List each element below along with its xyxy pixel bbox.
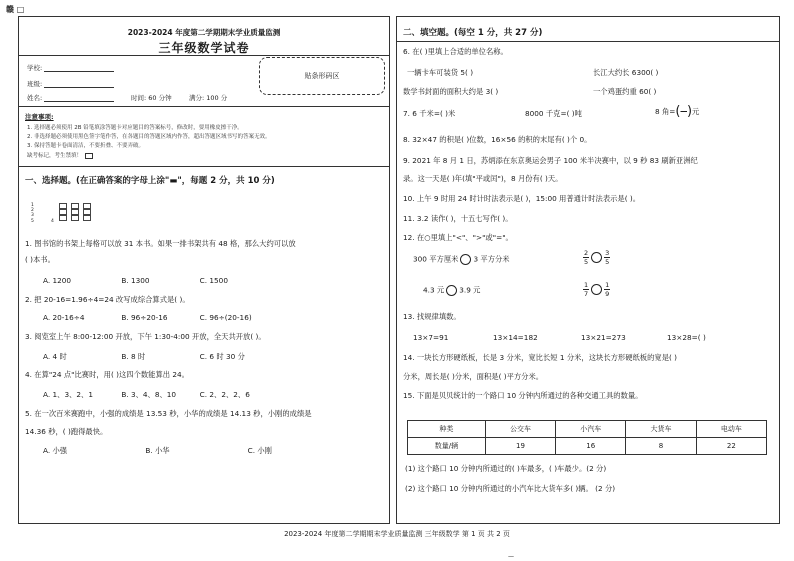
grid-number: 2 xyxy=(31,208,34,213)
school-field xyxy=(27,63,114,72)
question-1-options xyxy=(43,276,228,285)
divider xyxy=(19,55,389,56)
answer-sheet-left xyxy=(18,16,390,524)
option-a[interactable]: A. 小强 xyxy=(43,446,68,455)
table-header: 电动车 xyxy=(696,421,766,438)
fraction-blank[interactable]: (⎯) xyxy=(675,104,693,119)
question-1: 1. 图书馆的书架上每格可以放 31 本书。如果一排书架共有 48 格，那么大约可以放 xyxy=(25,239,296,248)
notes-title: 注意事项: xyxy=(25,113,54,121)
note-line: 1. 选择题必须使用 2B 铅笔填涂答题卡对应题目的答案标号，修改时，要用橡皮擦干净。 xyxy=(27,125,243,131)
answer-bubble[interactable] xyxy=(71,215,79,221)
option-a[interactable]: A. 4 时 xyxy=(43,352,67,361)
question-14: 14. 一块长方形硬纸板，长是 3 分米，宽比长短 1 分米，这块长方形硬纸板的宽是( ) xyxy=(403,353,677,362)
compare-circle[interactable] xyxy=(460,254,471,265)
pattern-item: 13×7=91 xyxy=(413,333,449,342)
option-a[interactable]: A. 1、3、2、1 xyxy=(43,390,93,399)
compare-right: 3.9 元 xyxy=(459,285,481,295)
denominator: 7 xyxy=(584,290,589,298)
school-label: 学校: xyxy=(27,64,43,72)
time-label: 时间: 60 分钟 xyxy=(131,94,172,102)
class-blank[interactable] xyxy=(44,79,114,88)
answer-bubble[interactable] xyxy=(83,215,91,221)
answer-bubble[interactable] xyxy=(59,215,67,221)
denominator: 9 xyxy=(605,290,610,298)
school-blank[interactable] xyxy=(44,63,114,72)
absent-mark-label: 缺考标记，考生禁填！ xyxy=(27,153,83,159)
exam-title: 三年级数学试卷 xyxy=(158,41,250,55)
question-6: 6. 在( )里填上合适的单位名称。 xyxy=(403,47,508,56)
divider xyxy=(19,106,389,107)
table-cell: 22 xyxy=(696,438,766,455)
divider xyxy=(19,166,389,167)
table-header: 公交车 xyxy=(485,421,555,438)
option-c[interactable]: C. 96÷(20-16) xyxy=(199,313,252,322)
table-header: 种类 xyxy=(408,421,486,438)
denominator: 5 xyxy=(584,258,589,266)
option-b[interactable]: B. 96÷20-16 xyxy=(121,313,168,322)
option-c[interactable]: C. 6 时 30 分 xyxy=(199,352,245,361)
question-12a xyxy=(413,254,510,265)
question-15: 15. 下面是贝贝统计的一个路口 10 分钟内所通过的各种交通工具的数量。 xyxy=(403,391,643,400)
grid-number: 4 xyxy=(51,219,54,224)
table-cell: 19 xyxy=(485,438,555,455)
compare-left: 300 平方厘米 xyxy=(413,254,459,264)
page-tag: 赣 □ xyxy=(6,5,25,14)
question-4-options xyxy=(43,390,250,400)
absent-checkbox[interactable] xyxy=(85,153,93,159)
question-4: 4. 在算"24 点"比赛时，用( )这四个数能算出 24。 xyxy=(25,370,189,379)
table-cell: 8 xyxy=(626,438,696,455)
table-header-row xyxy=(408,421,767,438)
option-b[interactable]: B. 3、4、8、10 xyxy=(121,390,177,399)
grid-number: 1 xyxy=(31,203,34,208)
compare-circle[interactable] xyxy=(446,285,457,296)
question-2: 2. 把 20-16=1.96÷4=24 改写成综合算式是( )。 xyxy=(25,295,190,304)
question-6b: 长江大约长 6300( ) xyxy=(593,68,659,77)
question-12: 12. 在○里填上"<"、">"或"="。 xyxy=(403,233,513,242)
score-label: 满分: 100 分 xyxy=(189,94,228,102)
fraction xyxy=(583,281,589,298)
question-12d xyxy=(583,281,610,298)
pattern-item: 13×14=182 xyxy=(493,333,538,342)
question-6a: 一辆卡车可装货 5( ) xyxy=(407,68,474,77)
table-header: 大货车 xyxy=(626,421,696,438)
question-3: 3. 阅览室上午 8:00-12:00 开放，下午 1:30-4:00 开放，全天共开放( )。 xyxy=(25,332,266,341)
exam-subtitle: 2023-2024 年度第二学期期末学业质量监测 xyxy=(127,28,281,37)
numerator: 2 xyxy=(584,249,589,257)
barcode-label: 贴条形码区 xyxy=(304,72,340,80)
table-cell: 数量/辆 xyxy=(408,438,486,455)
question-15-2: (2) 这个路口 10 分钟内所通过的小汽车比大货车多( )辆。 (2 分) xyxy=(405,484,616,493)
grid-number: 3 xyxy=(31,213,34,218)
fraction xyxy=(604,281,610,298)
option-b[interactable]: B. 小华 xyxy=(145,446,170,455)
question-13: 13. 找规律填数。 xyxy=(403,312,461,321)
bubble-grid xyxy=(31,203,93,225)
numerator: 3 xyxy=(605,249,610,257)
question-2-options xyxy=(43,313,252,322)
table-row xyxy=(408,438,767,455)
question-12c xyxy=(423,285,480,296)
question-7c-unit: 元 xyxy=(692,107,700,116)
barcode-area xyxy=(259,57,385,95)
question-15-1: (1) 这个路口 10 分钟内所通过的( )车最多，( )车最少。(2 分) xyxy=(405,464,607,473)
question-7c-label: 8 角= xyxy=(655,107,676,116)
compare-right: 3 平方分米 xyxy=(473,254,510,264)
footer-mark: — xyxy=(508,553,514,560)
option-c[interactable]: C. 2、2、2、6 xyxy=(199,390,250,399)
question-9: 9. 2021 年 8 月 1 日，苏炳添在东京奥运会男子 100 米半决赛中，以 9 秒 83 刷新亚洲纪 xyxy=(403,156,698,165)
numerator: 1 xyxy=(584,281,589,289)
compare-circle[interactable] xyxy=(591,252,602,263)
absent-mark-row xyxy=(27,151,93,159)
section2-title: 二、填空题。(每空 1 分，共 27 分) xyxy=(403,28,543,38)
question-12b xyxy=(583,249,610,266)
compare-left: 4.3 元 xyxy=(423,285,445,295)
question-1-cont: ( )本书。 xyxy=(25,255,55,264)
fraction xyxy=(583,249,589,266)
name-label: 姓名: xyxy=(27,94,43,102)
numerator: 1 xyxy=(605,281,610,289)
option-a[interactable]: A. 20-16÷4 xyxy=(43,313,85,322)
question-14-cont: 分米，周长是( )分米，面积是( )平方分米。 xyxy=(403,372,544,381)
class-field xyxy=(27,79,114,88)
name-blank[interactable] xyxy=(44,93,114,102)
note-line: 3. 保持答题卡卷面清洁，不要折叠、不要弄破。 xyxy=(27,143,144,149)
table-cell: 16 xyxy=(556,438,626,455)
question-8: 8. 32×47 的积是( )位数，16×56 的积的末尾有( )个 0。 xyxy=(403,135,592,144)
question-5-options xyxy=(43,446,272,456)
question-11: 11. 3.2 读作( )，十五七写作( )。 xyxy=(403,214,513,223)
question-10: 10. 上午 9 时用 24 时计时法表示是( )，15:00 用普通计时法表示是( )。 xyxy=(403,194,641,203)
pattern-item: 13×21=273 xyxy=(581,333,626,342)
table-header: 小汽车 xyxy=(556,421,626,438)
divider xyxy=(397,41,779,42)
question-6c: 数学书封面的面积大约是 3( ) xyxy=(403,87,499,96)
page-footer: 2023-2024 年度第二学期期末学业质量监测 三年级数学 第 1 页 共 2 页 xyxy=(284,530,510,538)
grid-number: 5 xyxy=(31,219,34,224)
class-label: 班级: xyxy=(27,80,43,88)
answer-sheet-right xyxy=(396,16,780,524)
question-3-options xyxy=(43,352,245,362)
option-b[interactable]: B. 8 时 xyxy=(121,352,146,361)
pattern-item: 13×28=( ) xyxy=(667,333,706,342)
note-line: 2. 非选择题必须使用黑色签字笔作答，在各题目的答题区域内作答，超出答题区域书写的答案无效。 xyxy=(27,134,271,140)
question-9-cont: 录。这一天是( )年(填"平或闰")，8 月份有( )天。 xyxy=(403,174,563,183)
fraction xyxy=(604,249,610,266)
section1-title: 一、选择题。(在正确答案的字母上涂"▬"，每题 2 分，共 10 分) xyxy=(25,176,275,186)
question-6d: 一个鸡蛋约重 60( ) xyxy=(593,87,657,96)
question-5: 5. 在一次百米赛跑中，小强的成绩是 13.53 秒，小华的成绩是 14.13 秒，小刚的成绩是 xyxy=(25,409,312,418)
option-c[interactable]: C. 小刚 xyxy=(247,446,272,455)
question-5-cont: 14.36 秒，( )跑得最快。 xyxy=(25,427,108,436)
question-7c xyxy=(655,105,699,119)
denominator: 5 xyxy=(605,258,610,266)
traffic-table xyxy=(407,420,767,455)
compare-circle[interactable] xyxy=(591,284,602,295)
name-field xyxy=(27,93,114,102)
question-7b: 8000 千克=( )吨 xyxy=(525,109,582,118)
option-a[interactable]: A. 1200 xyxy=(43,276,72,285)
option-b[interactable]: B. 1300 xyxy=(121,276,150,285)
question-7a: 7. 6 千米=( )米 xyxy=(403,109,456,118)
option-c[interactable]: C. 1500 xyxy=(199,276,228,285)
